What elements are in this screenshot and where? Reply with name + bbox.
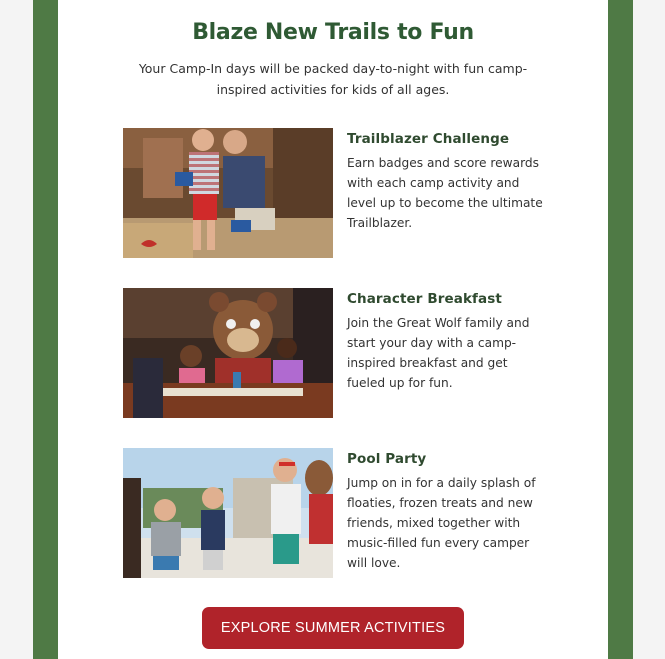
feature-trailblazer: [123, 128, 553, 258]
feature-body: Join the Great Wolf family and start your day with a camp-inspired breakfast and get fueled up for fun.: [347, 316, 530, 390]
feature-character-breakfast: [123, 288, 553, 418]
feature-title: Trailblazer Challenge: [347, 131, 510, 147]
explore-summer-activities-button[interactable]: EXPLORE SUMMER ACTIVITIES: [202, 607, 464, 649]
feature-body: Jump on in for a daily splash of floaties, frozen treats and new friends, mixed together with music-filled fun every camper will love.: [347, 476, 536, 570]
trailblazer-photo: [123, 128, 333, 258]
character-breakfast-photo: [123, 288, 333, 418]
feature-title: Pool Party: [347, 451, 427, 467]
email-card: [58, 0, 608, 659]
headline: Blaze New Trails to Fun: [192, 20, 474, 45]
intro-text: Your Camp-In days will be packed day-to-night with fun camp-inspired activities for kids of all ages.: [138, 61, 528, 97]
feature-body: Earn badges and score rewards with each camp activity and level up to become the ultimate Trailblazer.: [347, 156, 543, 230]
feature-title: Character Breakfast: [347, 291, 502, 307]
pool-party-photo: [123, 448, 333, 578]
feature-pool-party: [123, 448, 553, 578]
